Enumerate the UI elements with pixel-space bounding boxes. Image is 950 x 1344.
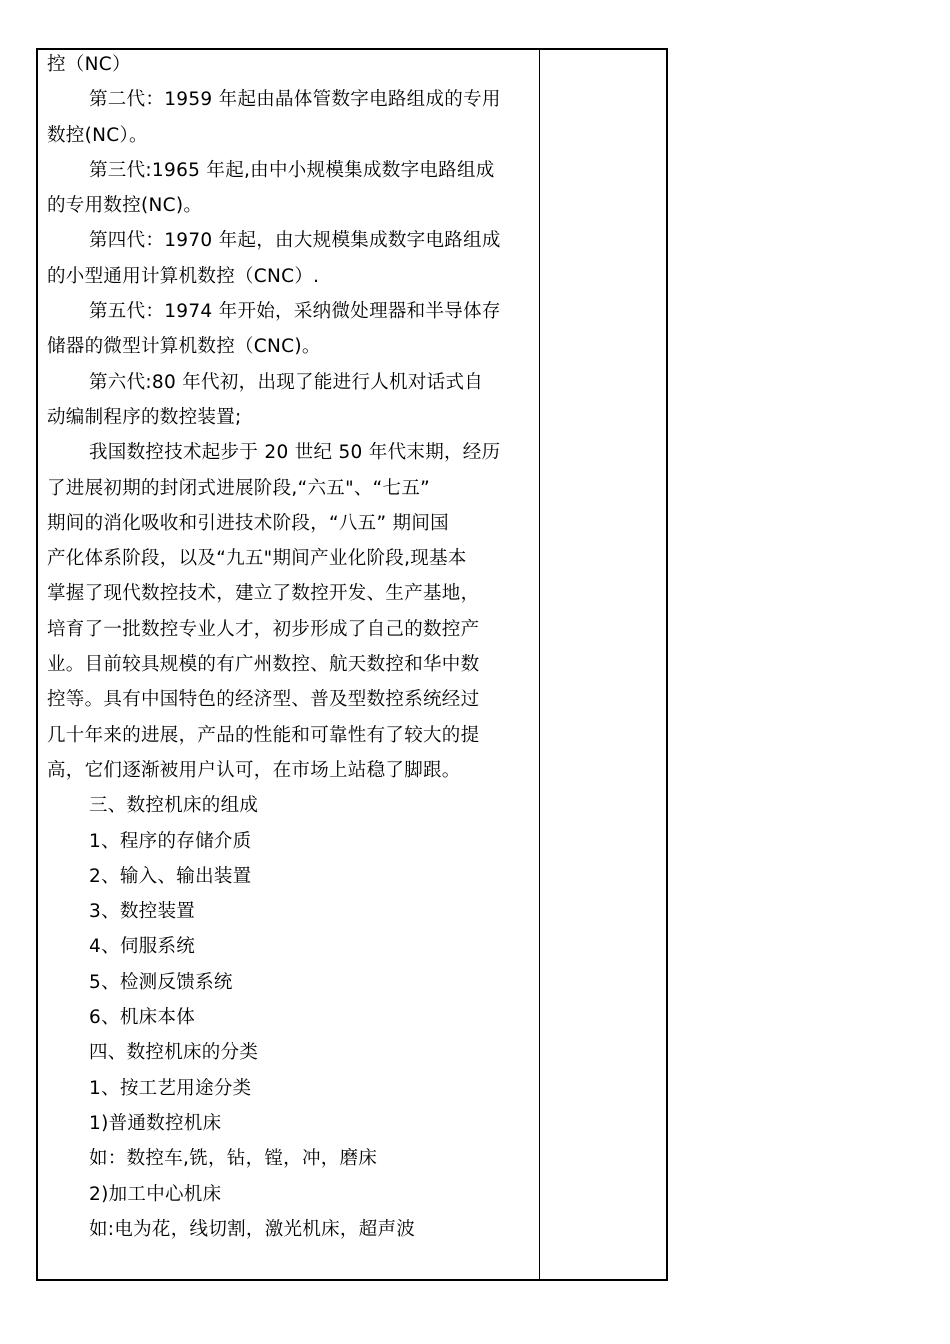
column-divider	[539, 48, 540, 1281]
list-item: 5、检测反馈系统	[89, 971, 233, 993]
text-line: 产化体系阶段，以及“九五"期间产业化阶段,现基本	[47, 548, 467, 570]
text-line: 动编制程序的数控装置;	[47, 406, 242, 428]
text-line: 期间的消化吸收和引进技术阶段，“八五” 期间国	[47, 512, 449, 534]
text-line: 的小型通用计算机数控（CNC）.	[47, 265, 320, 287]
text-line: 我国数控技术起步于 20 世纪 50 年代末期，经历	[89, 442, 501, 464]
main-text-cell	[47, 47, 529, 1247]
list-item: 1)普通数控机床	[89, 1112, 222, 1134]
list-item: 1、程序的存储介质	[89, 830, 252, 852]
text-line: 数控(NC）。	[47, 124, 148, 146]
list-item: 6、机床本体	[89, 1007, 196, 1029]
text-line: 第五代：1974 年开始，采纳微处理器和半导体存	[89, 301, 501, 323]
text-line: 控等。具有中国特色的经济型、普及型数控系统经过	[47, 689, 480, 711]
text-line: 的专用数控(NC)。	[47, 195, 203, 217]
list-item: 3、数控装置	[89, 901, 196, 923]
notes-column-cell	[541, 50, 666, 1279]
list-item: 1、按工艺用途分类	[89, 1077, 252, 1099]
text-line: 如：数控车,铣，钻，镗，冲，磨床	[89, 1148, 378, 1170]
list-item: 2)加工中心机床	[89, 1183, 222, 1205]
text-line: 第三代:1965 年起,由中小规模集成数字电路组成	[89, 159, 495, 181]
text-line: 培育了一批数控专业人才，初步形成了自己的数控产	[47, 618, 480, 640]
text-line: 业。目前较具规模的有广州数控、航天数控和华中数	[47, 654, 480, 676]
section-heading: 三、数控机床的组成	[89, 795, 259, 817]
list-item: 2、输入、输出装置	[89, 865, 252, 887]
text-line: 控（NC）	[47, 54, 131, 75]
text-line: 掌握了现代数控技术，建立了数控开发、生产基地，	[47, 583, 480, 605]
text-line: 几十年来的进展，产品的性能和可靠性有了较大的提	[47, 724, 480, 746]
text-line: 第六代:80 年代初，出现了能进行人机对话式自	[89, 371, 484, 393]
text-line: 储器的微型计算机数控（CNC)。	[47, 336, 321, 358]
section-heading: 四、数控机床的分类	[89, 1042, 259, 1064]
text-line: 第二代：1959 年起由晶体管数字电路组成的专用	[89, 89, 501, 111]
text-line: 了进展初期的封闭式进展阶段,“六五"、“七五”	[47, 477, 431, 499]
text-line: 如:电为花，线切割，激光机床，超声波	[89, 1218, 416, 1240]
text-line: 高，它们逐渐被用户认可，在市场上站稳了脚跟。	[47, 759, 461, 781]
list-item: 4、伺服系统	[89, 936, 196, 958]
text-line: 第四代：1970 年起，由大规模集成数字电路组成	[89, 230, 501, 252]
